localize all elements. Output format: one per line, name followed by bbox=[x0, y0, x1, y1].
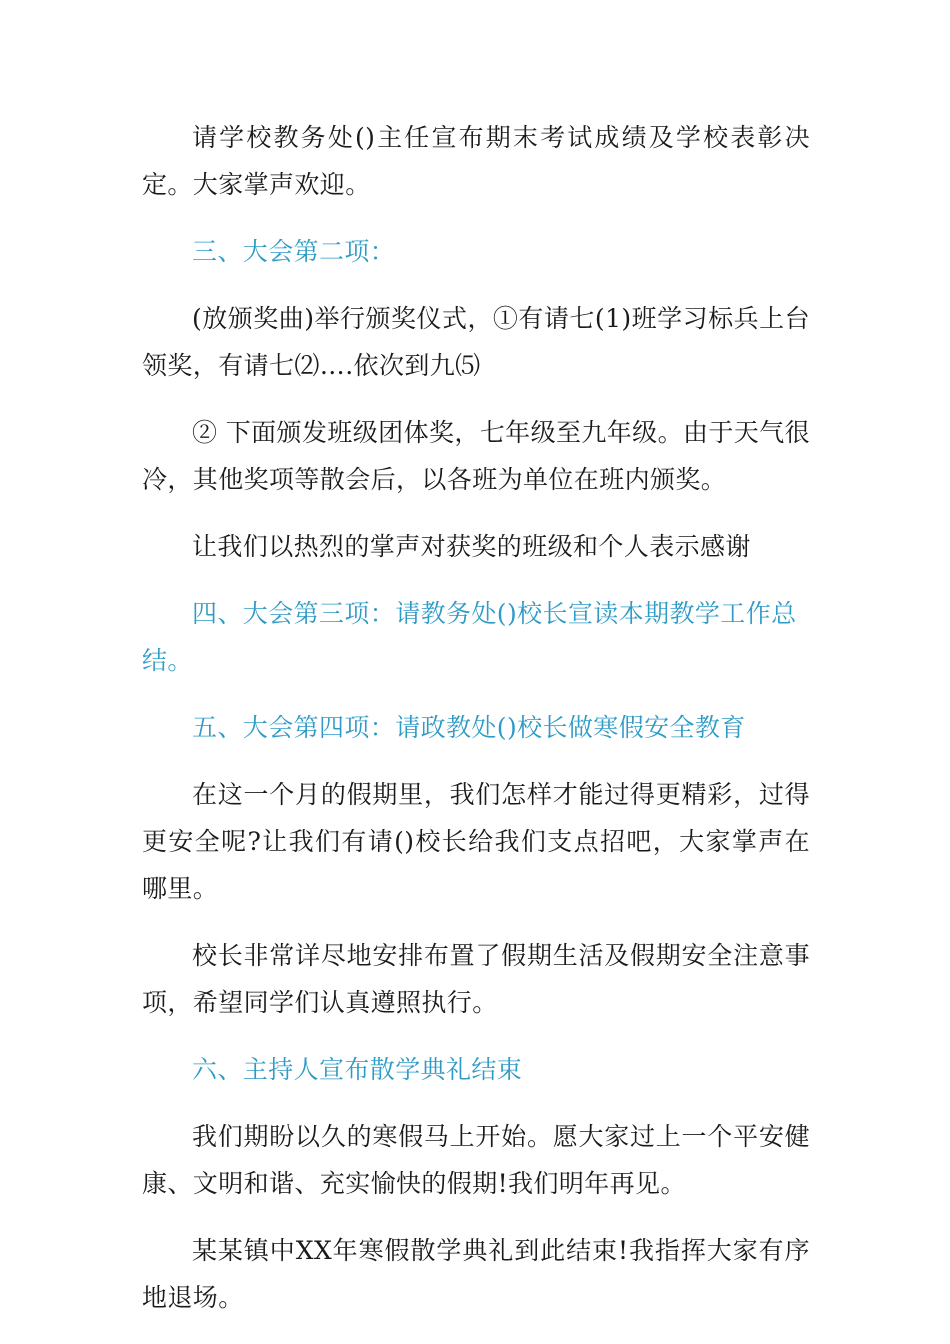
paragraph-thanks-applause: 让我们以热烈的掌声对获奖的班级和个人表示感谢 bbox=[192, 532, 751, 561]
section-heading-item-four: 五、大会第四项：请政教处()校长做寒假安全教育 bbox=[192, 713, 746, 742]
section-heading-item-six: 六、主持人宣布散学典礼结束 bbox=[192, 1055, 523, 1084]
section-heading-item-three: 四、大会第三项：请教务处()校长宣读本期教学工作总结。 bbox=[142, 599, 797, 675]
paragraph-announce-results: 请学校教务处()主任宣布期末考试成绩及学校表彰决定。大家掌声欢迎。 bbox=[142, 123, 810, 199]
paragraph-holiday-intro: 在这一个月的假期里，我们怎样才能过得更精彩，过得更安全呢?让我们有请()校长给我们支点招吧，大家掌声在哪里。 bbox=[142, 780, 810, 903]
paragraph-closing: 某某镇中XX年寒假散学典礼到此结束!我指挥大家有序地退场。 bbox=[142, 1236, 810, 1312]
paragraph-class-group-award: ② 下面颁发班级团体奖，七年级至九年级。由于天气很冷，其他奖项等散会后，以各班为单位在班内颁奖。 bbox=[142, 418, 810, 494]
paragraph-holiday-wishes: 我们期盼以久的寒假马上开始。愿大家过上一个平安健康、文明和谐、充实愉快的假期!我们明年再见。 bbox=[142, 1122, 810, 1198]
paragraph-principal-safety: 校长非常详尽地安排布置了假期生活及假期安全注意事项，希望同学们认真遵照执行。 bbox=[142, 941, 810, 1017]
document-body bbox=[142, 114, 810, 1321]
section-heading-item-two: 三、大会第二项： bbox=[192, 237, 396, 266]
paragraph-award-ceremony: (放颁奖曲)举行颁奖仪式，①有请七(1)班学习标兵上台领奖，有请七⑵….依次到九⑸ bbox=[142, 304, 810, 380]
